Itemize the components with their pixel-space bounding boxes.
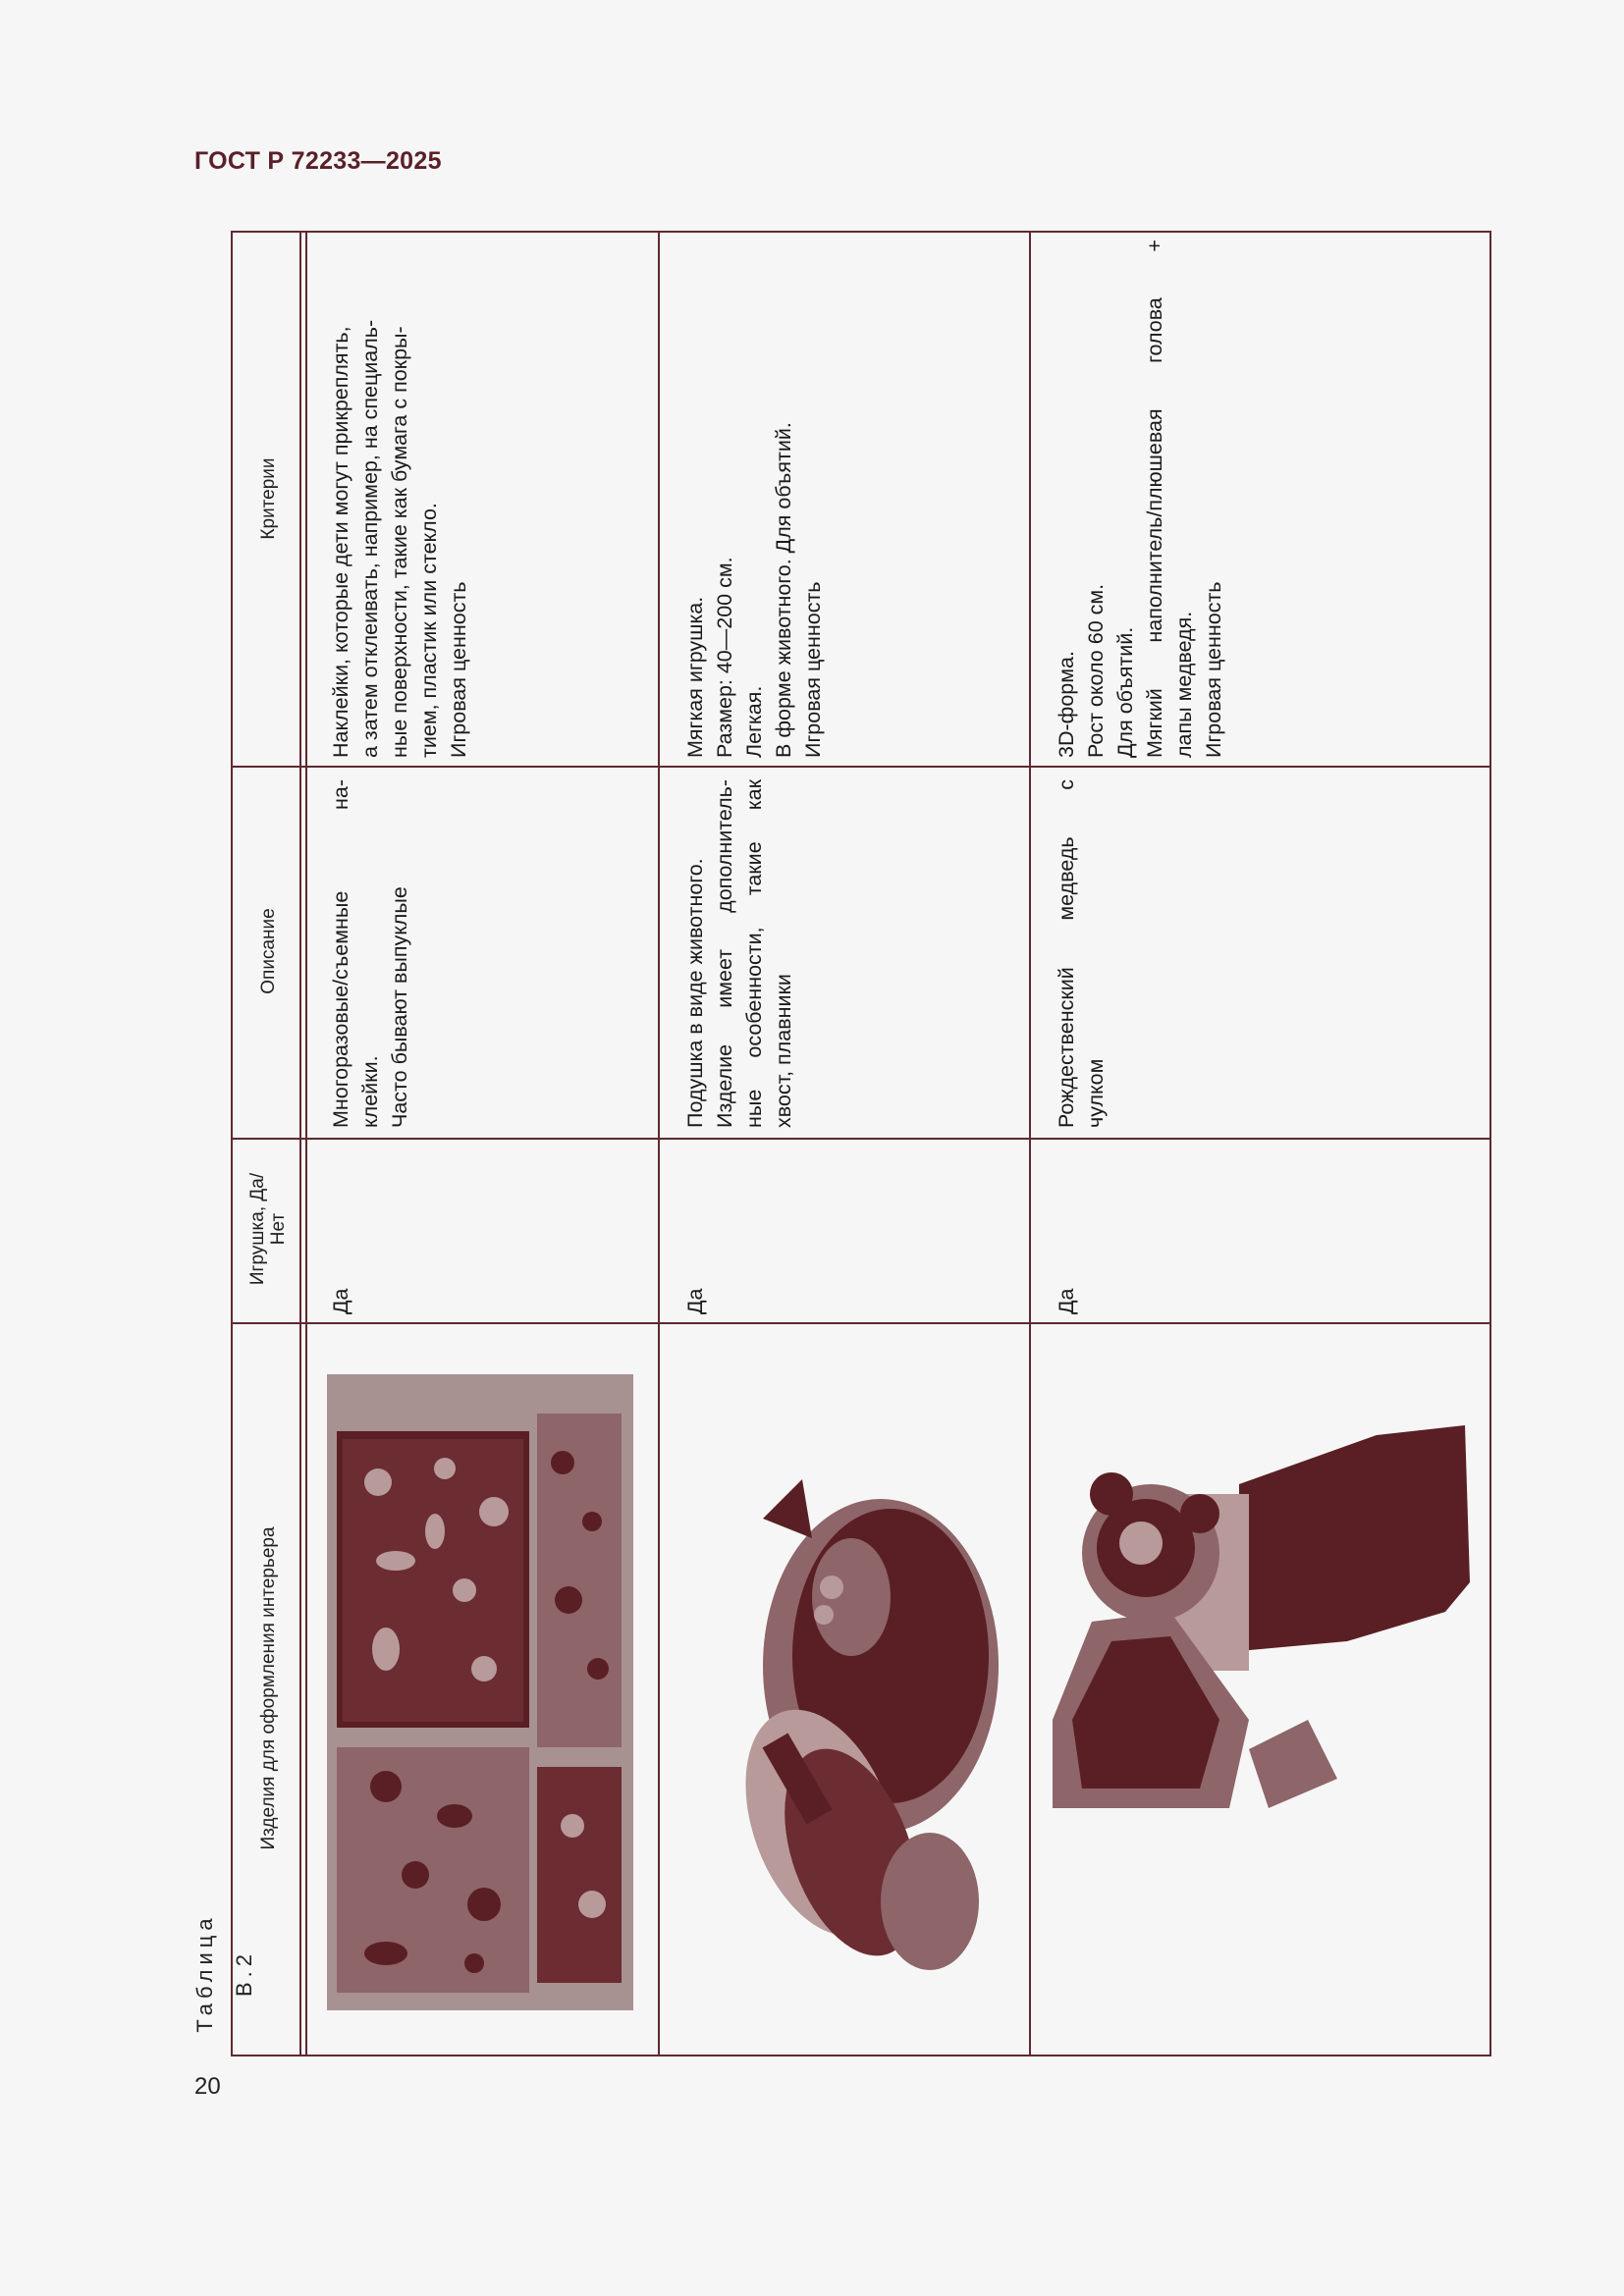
sticker-sheet-photo xyxy=(327,1374,633,2010)
row3-criteria-line: лапы медведя. xyxy=(1172,611,1196,758)
row1-criteria-line: тием, пластик или стекло. xyxy=(417,503,441,758)
table-caption: Таблица В.2 xyxy=(192,1913,256,2033)
table-frame xyxy=(231,231,1491,2056)
row3-description-line: Рождественский медведь с xyxy=(1055,779,1078,1128)
row2-criteria-line: Легкая. xyxy=(742,685,766,758)
row3-criteria xyxy=(1048,240,1440,758)
row1-criteria-line: Наклейки, которые дети могут прикреплять, xyxy=(329,326,352,758)
row1-description-line: клейки. xyxy=(358,1055,382,1128)
row3-description xyxy=(1048,779,1440,1128)
row2-description-line: Изделие имеет дополнитель- xyxy=(713,779,736,1128)
row2-toy xyxy=(677,1148,735,1314)
page-number: 20 xyxy=(194,2073,221,2100)
row2-toy-value: Да xyxy=(683,1288,707,1314)
row3-description-line: чулком xyxy=(1084,1058,1108,1128)
row2-description-line: хвост, плавники xyxy=(772,974,795,1128)
row3-criteria-line: Рост около 60 см. xyxy=(1084,583,1108,758)
row3-criteria-line: Игровая ценность xyxy=(1202,581,1225,758)
row2-criteria-line: Размер: 40—200 см. xyxy=(713,557,736,758)
column-header-description: Описание xyxy=(257,908,279,994)
row2-criteria-line: Мягкая игрушка. xyxy=(683,596,707,758)
row2-criteria xyxy=(677,240,1010,758)
row3-toy-value: Да xyxy=(1055,1288,1078,1314)
row3-toy xyxy=(1048,1148,1107,1314)
row1-toy-value: Да xyxy=(329,1288,352,1314)
column-header-toy-text: Игрушка, Да/Нет xyxy=(247,1172,289,1286)
row2-criteria-line: В форме животного. Для объятий. xyxy=(772,422,795,758)
row3-criteria-line: 3D-форма. xyxy=(1055,651,1078,758)
row2-criteria-line: Игровая ценность xyxy=(801,581,825,758)
row1-criteria-line: ные поверхности, такие как бумага с покры- xyxy=(388,326,411,758)
column-header-criteria: Критерии xyxy=(257,457,279,540)
row2-description xyxy=(677,779,1010,1128)
column-header-toy xyxy=(237,1138,299,1320)
row1-toy xyxy=(322,1148,381,1314)
animal-pillow-photo xyxy=(743,1440,1038,1990)
row1-description-line: Многоразовые/съемные на- xyxy=(329,779,352,1128)
row1-description xyxy=(322,779,646,1128)
document-header: ГОСТ Р 72233—2025 xyxy=(194,147,442,175)
row1-criteria xyxy=(322,240,646,758)
row1-description-line: Часто бывают выпуклые xyxy=(388,886,411,1128)
row3-criteria-line: Мягкий наполнитель/плюшевая голова + xyxy=(1143,240,1166,758)
row2-description-line: ные особенности, такие как xyxy=(742,779,766,1128)
row1-criteria-line: а затем отклеивать, например, на специаль- xyxy=(358,319,382,758)
column-header-items: Изделия для оформления интерьера xyxy=(257,1526,279,1850)
row3-criteria-line: Для объятий. xyxy=(1113,626,1137,758)
row2-description-line: Подушка в виде животного. xyxy=(683,858,707,1128)
christmas-bear-stocking-photo xyxy=(1053,1425,1470,1808)
row1-criteria-line: Игровая ценность xyxy=(447,581,470,758)
